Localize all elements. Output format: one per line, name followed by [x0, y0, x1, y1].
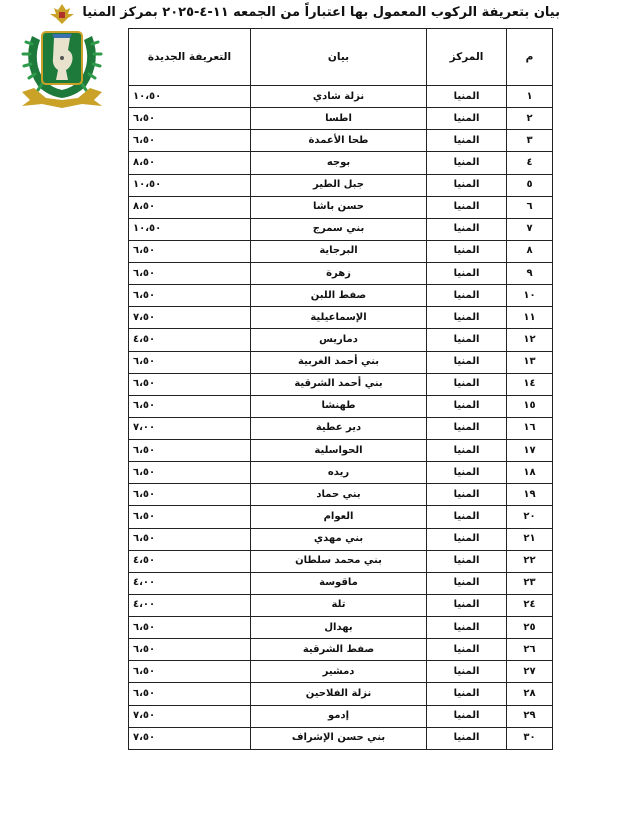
fare-tariff-table	[128, 28, 553, 750]
description-cell: نزلة شادي	[251, 86, 427, 108]
fare-cell: ٦،٥٠	[129, 285, 251, 307]
table-row	[129, 572, 553, 594]
row-number-cell: ١٦	[507, 417, 553, 439]
table-row	[129, 218, 553, 240]
fare-cell: ٧،٥٠	[129, 727, 251, 749]
center-cell: المنيا	[427, 329, 507, 351]
table-row	[129, 528, 553, 550]
table-row	[129, 594, 553, 616]
table-header-row	[129, 29, 553, 86]
fare-cell: ٦،٥٠	[129, 108, 251, 130]
table-row	[129, 196, 553, 218]
table-row	[129, 174, 553, 196]
table-row	[129, 550, 553, 572]
center-cell: المنيا	[427, 440, 507, 462]
fare-cell: ٤،٥٠	[129, 550, 251, 572]
center-cell: المنيا	[427, 727, 507, 749]
column-header-new-fare: التعريفة الجديدة	[129, 29, 251, 86]
center-cell: المنيا	[427, 528, 507, 550]
fare-cell: ٧،٠٠	[129, 417, 251, 439]
fare-cell: ٦،٥٠	[129, 506, 251, 528]
description-cell: بني محمد سلطان	[251, 550, 427, 572]
center-cell: المنيا	[427, 240, 507, 262]
row-number-cell: ٢٤	[507, 594, 553, 616]
table-row	[129, 727, 553, 749]
fare-cell: ٦،٥٠	[129, 440, 251, 462]
table-row	[129, 373, 553, 395]
row-number-cell: ٢٧	[507, 661, 553, 683]
table-row	[129, 661, 553, 683]
fare-cell: ٦،٥٠	[129, 130, 251, 152]
fare-cell: ٦،٥٠	[129, 263, 251, 285]
center-cell: المنيا	[427, 196, 507, 218]
row-number-cell: ١٠	[507, 285, 553, 307]
center-cell: المنيا	[427, 484, 507, 506]
column-header-number: م	[507, 29, 553, 86]
table-row	[129, 86, 553, 108]
fare-cell: ١٠،٥٠	[129, 174, 251, 196]
document-title: بيان بتعريفة الركوب المعمول بها اعتباراً من الجمعه ١١-٤-٢٠٢٥ بمركز المنيا	[82, 5, 560, 20]
row-number-cell: ٢٥	[507, 617, 553, 639]
fare-cell: ٤،٠٠	[129, 572, 251, 594]
fare-cell: ٨،٥٠	[129, 196, 251, 218]
row-number-cell: ١	[507, 86, 553, 108]
row-number-cell: ٣٠	[507, 727, 553, 749]
row-number-cell: ١٣	[507, 351, 553, 373]
table-row	[129, 285, 553, 307]
fare-cell: ٤،٥٠	[129, 329, 251, 351]
row-number-cell: ٨	[507, 240, 553, 262]
center-cell: المنيا	[427, 594, 507, 616]
row-number-cell: ١٥	[507, 395, 553, 417]
row-number-cell: ٢٢	[507, 550, 553, 572]
center-cell: المنيا	[427, 218, 507, 240]
description-cell: بني حسن الإشراف	[251, 727, 427, 749]
fare-cell: ٦،٥٠	[129, 639, 251, 661]
fare-cell: ٧،٥٠	[129, 307, 251, 329]
row-number-cell: ٢	[507, 108, 553, 130]
description-cell: زهرة	[251, 263, 427, 285]
table-row	[129, 440, 553, 462]
center-cell: المنيا	[427, 263, 507, 285]
eagle-icon	[50, 4, 74, 24]
description-cell: نزلة الفلاحين	[251, 683, 427, 705]
center-cell: المنيا	[427, 506, 507, 528]
row-number-cell: ١٨	[507, 462, 553, 484]
fare-cell: ١٠،٥٠	[129, 218, 251, 240]
description-cell: صفط الشرقية	[251, 639, 427, 661]
description-cell: الحواسلية	[251, 440, 427, 462]
description-cell: تلة	[251, 594, 427, 616]
description-cell: صفط اللبن	[251, 285, 427, 307]
row-number-cell: ٧	[507, 218, 553, 240]
fare-cell: ٦،٥٠	[129, 351, 251, 373]
description-cell: ريده	[251, 462, 427, 484]
table-row	[129, 395, 553, 417]
fare-cell: ٨،٥٠	[129, 152, 251, 174]
description-cell: بني أحمد الغربية	[251, 351, 427, 373]
description-cell: حسن باشا	[251, 196, 427, 218]
row-number-cell: ٤	[507, 152, 553, 174]
description-cell: طحا الأعمدة	[251, 130, 427, 152]
table-row	[129, 263, 553, 285]
table-row	[129, 108, 553, 130]
description-cell: بوجه	[251, 152, 427, 174]
row-number-cell: ٣	[507, 130, 553, 152]
row-number-cell: ١٤	[507, 373, 553, 395]
table-row	[129, 506, 553, 528]
fare-cell: ٧،٥٠	[129, 705, 251, 727]
fare-cell: ٦،٥٠	[129, 661, 251, 683]
fare-cell: ٦،٥٠	[129, 395, 251, 417]
row-number-cell: ٦	[507, 196, 553, 218]
center-cell: المنيا	[427, 108, 507, 130]
description-cell: إدمو	[251, 705, 427, 727]
table-row	[129, 683, 553, 705]
description-cell: بني سمرج	[251, 218, 427, 240]
table-row	[129, 639, 553, 661]
center-cell: المنيا	[427, 130, 507, 152]
row-number-cell: ٢٠	[507, 506, 553, 528]
row-number-cell: ٢٦	[507, 639, 553, 661]
description-cell: البرجاية	[251, 240, 427, 262]
fare-cell: ٤،٠٠	[129, 594, 251, 616]
center-cell: المنيا	[427, 661, 507, 683]
description-cell: بني حماد	[251, 484, 427, 506]
row-number-cell: ٢٨	[507, 683, 553, 705]
center-cell: المنيا	[427, 351, 507, 373]
row-number-cell: ٢٣	[507, 572, 553, 594]
description-cell: دمشير	[251, 661, 427, 683]
center-cell: المنيا	[427, 152, 507, 174]
table-row	[129, 484, 553, 506]
row-number-cell: ١٢	[507, 329, 553, 351]
table-row	[129, 329, 553, 351]
column-header-center: المركز	[427, 29, 507, 86]
table-row	[129, 617, 553, 639]
row-number-cell: ٥	[507, 174, 553, 196]
center-cell: المنيا	[427, 174, 507, 196]
fare-cell: ٦،٥٠	[129, 617, 251, 639]
center-cell: المنيا	[427, 285, 507, 307]
row-number-cell: ٢١	[507, 528, 553, 550]
row-number-cell: ١١	[507, 307, 553, 329]
fare-cell: ٦،٥٠	[129, 373, 251, 395]
column-header-description: بيان	[251, 29, 427, 86]
description-cell: اطسا	[251, 108, 427, 130]
row-number-cell: ١٧	[507, 440, 553, 462]
center-cell: المنيا	[427, 395, 507, 417]
description-cell: جبل الطير	[251, 174, 427, 196]
row-number-cell: ١٩	[507, 484, 553, 506]
table-row	[129, 307, 553, 329]
fare-cell: ٦،٥٠	[129, 240, 251, 262]
center-cell: المنيا	[427, 373, 507, 395]
fare-cell: ١٠،٥٠	[129, 86, 251, 108]
center-cell: المنيا	[427, 417, 507, 439]
fare-cell: ٦،٥٠	[129, 683, 251, 705]
row-number-cell: ٢٩	[507, 705, 553, 727]
table-row	[129, 130, 553, 152]
center-cell: المنيا	[427, 572, 507, 594]
description-cell: طهنشا	[251, 395, 427, 417]
description-cell: الإسماعيلية	[251, 307, 427, 329]
center-cell: المنيا	[427, 86, 507, 108]
center-cell: المنيا	[427, 617, 507, 639]
fare-cell: ٦،٥٠	[129, 484, 251, 506]
table-row	[129, 417, 553, 439]
table-row	[129, 462, 553, 484]
center-cell: المنيا	[427, 550, 507, 572]
description-cell: بني مهدي	[251, 528, 427, 550]
center-cell: المنيا	[427, 307, 507, 329]
description-cell: بني أحمد الشرقية	[251, 373, 427, 395]
table-row	[129, 705, 553, 727]
table-row	[129, 240, 553, 262]
fare-cell: ٦،٥٠	[129, 528, 251, 550]
description-cell: العوام	[251, 506, 427, 528]
table-row	[129, 152, 553, 174]
center-cell: المنيا	[427, 639, 507, 661]
description-cell: دماريس	[251, 329, 427, 351]
description-cell: ماقوسة	[251, 572, 427, 594]
center-cell: المنيا	[427, 683, 507, 705]
center-cell: المنيا	[427, 705, 507, 727]
table-row	[129, 351, 553, 373]
description-cell: بهدال	[251, 617, 427, 639]
fare-cell: ٦،٥٠	[129, 462, 251, 484]
row-number-cell: ٩	[507, 263, 553, 285]
description-cell: دير عطية	[251, 417, 427, 439]
center-cell: المنيا	[427, 462, 507, 484]
